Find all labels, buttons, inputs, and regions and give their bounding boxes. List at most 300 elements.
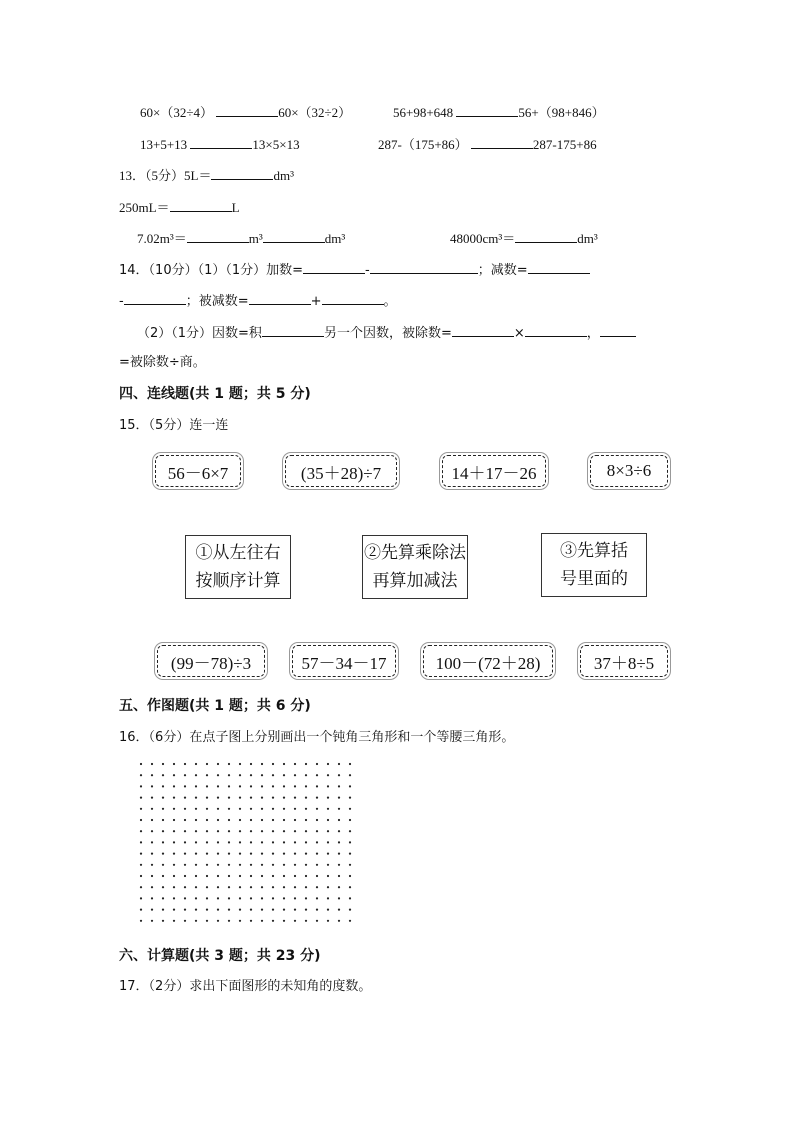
unit-label: dm³ — [273, 168, 294, 183]
answer-blank[interactable] — [456, 104, 518, 117]
section-title: 六、计算题(共 3 题；共 23 分) — [119, 948, 321, 964]
grid-dot — [162, 785, 164, 787]
answer-blank[interactable] — [170, 199, 232, 212]
grid-dot — [305, 808, 307, 810]
q14-line2 — [119, 292, 397, 310]
grid-dot — [316, 875, 318, 877]
grid-dot — [327, 864, 329, 866]
grid-dot — [305, 763, 307, 765]
grid-dot — [184, 864, 186, 866]
grid-dot — [272, 920, 274, 922]
grid-dot — [338, 763, 340, 765]
expression-box[interactable]: (99－78)÷3 — [157, 645, 265, 677]
grid-dot — [239, 785, 241, 787]
answer-blank[interactable] — [211, 167, 273, 180]
q17-header: 17．（2分）求出下面图形的未知角的度数。 — [119, 979, 372, 994]
grid-dot — [217, 897, 219, 899]
grid-dot — [305, 897, 307, 899]
grid-dot — [261, 808, 263, 810]
rule-line: ③先算括 — [560, 541, 628, 561]
grid-dot — [294, 875, 296, 877]
grid-dot — [349, 864, 351, 866]
grid-dot — [195, 909, 197, 911]
grid-dot — [338, 841, 340, 843]
answer-blank[interactable] — [525, 324, 587, 337]
grid-dot — [173, 785, 175, 787]
grid-dot — [349, 808, 351, 810]
question-text: 48000cm³＝ — [450, 231, 516, 246]
grid-dot — [140, 853, 142, 855]
q13-line1 — [119, 167, 294, 184]
grid-dot — [140, 763, 142, 765]
grid-dot — [151, 897, 153, 899]
grid-dot — [162, 763, 164, 765]
answer-blank[interactable] — [452, 324, 514, 337]
grid-dot — [272, 819, 274, 821]
grid-dot — [283, 808, 285, 810]
rule-line: ①从左往右 — [195, 543, 281, 563]
grid-dot — [316, 886, 318, 888]
grid-dot — [184, 763, 186, 765]
grid-dot — [349, 886, 351, 888]
grid-dot — [206, 920, 208, 922]
grid-dot — [162, 808, 164, 810]
grid-dot — [250, 853, 252, 855]
grid-dot — [151, 808, 153, 810]
grid-dot — [184, 774, 186, 776]
answer-blank[interactable] — [600, 324, 636, 337]
grid-dot — [239, 864, 241, 866]
grid-dot — [294, 853, 296, 855]
grid-dot — [173, 886, 175, 888]
grid-dot — [261, 875, 263, 877]
grid-dot — [250, 774, 252, 776]
grid-dot — [305, 797, 307, 799]
grid-dot — [349, 774, 351, 776]
grid-dot — [305, 819, 307, 821]
grid-dot — [261, 785, 263, 787]
grid-dot — [206, 797, 208, 799]
grid-dot — [184, 920, 186, 922]
grid-dot — [173, 819, 175, 821]
grid-dot — [250, 785, 252, 787]
grid-dot — [283, 819, 285, 821]
grid-dot — [338, 808, 340, 810]
grid-dot — [349, 920, 351, 922]
grid-dot — [206, 897, 208, 899]
grid-dot — [151, 763, 153, 765]
grid-dot — [173, 830, 175, 832]
grid-dot — [272, 785, 274, 787]
grid-dot — [327, 808, 329, 810]
grid-dot — [140, 797, 142, 799]
grid-dot — [305, 853, 307, 855]
answer-blank[interactable] — [124, 292, 186, 305]
grid-dot — [261, 909, 263, 911]
grid-dot — [250, 841, 252, 843]
grid-dot — [162, 774, 164, 776]
grid-dot — [162, 875, 164, 877]
grid-dot — [305, 920, 307, 922]
grid-dot — [261, 897, 263, 899]
answer-blank[interactable] — [190, 136, 252, 149]
grid-dot — [206, 785, 208, 787]
grid-dot — [206, 830, 208, 832]
expression-box[interactable]: 8×3÷6 — [590, 455, 668, 487]
grid-dot — [228, 763, 230, 765]
grid-dot — [217, 875, 219, 877]
grid-dot — [261, 819, 263, 821]
answer-blank[interactable] — [528, 261, 590, 274]
expression-box[interactable]: (35＋28)÷7 — [285, 455, 397, 487]
grid-dot — [272, 797, 274, 799]
grid-dot — [228, 909, 230, 911]
grid-dot — [195, 774, 197, 776]
grid-dot — [316, 920, 318, 922]
grid-dot — [173, 774, 175, 776]
grid-dot — [294, 909, 296, 911]
grid-dot — [327, 830, 329, 832]
grid-dot — [272, 875, 274, 877]
rule-line: 再算加减法 — [372, 571, 458, 591]
grid-dot — [261, 797, 263, 799]
grid-dot — [184, 808, 186, 810]
grid-dot — [272, 830, 274, 832]
unit-label: dm³ — [324, 231, 346, 246]
grid-dot — [239, 830, 241, 832]
grid-dot — [316, 841, 318, 843]
answer-blank[interactable] — [263, 230, 325, 243]
rule-line: 按顺序计算 — [195, 571, 281, 591]
rule-line: ②先算乘除法 — [364, 543, 466, 563]
question-text: =被除数÷商。 — [119, 355, 206, 370]
answer-blank[interactable] — [303, 261, 365, 274]
grid-dot — [283, 897, 285, 899]
grid-dot — [327, 785, 329, 787]
grid-dot — [316, 785, 318, 787]
grid-dot — [140, 808, 142, 810]
grid-dot — [184, 909, 186, 911]
q12-expr: 56+（98+846） — [518, 105, 605, 120]
grid-dot — [228, 808, 230, 810]
grid-dot — [140, 875, 142, 877]
grid-dot — [239, 819, 241, 821]
grid-dot — [228, 875, 230, 877]
grid-dot — [261, 853, 263, 855]
grid-dot — [195, 819, 197, 821]
grid-dot — [217, 785, 219, 787]
q14-line4 — [119, 355, 206, 371]
grid-dot — [151, 920, 153, 922]
q12-expr: 56+98+648 — [393, 105, 454, 120]
grid-dot — [283, 797, 285, 799]
q13-line3 — [137, 230, 345, 247]
grid-dot — [272, 864, 274, 866]
grid-dot — [140, 909, 142, 911]
grid-dot — [283, 886, 285, 888]
grid-dot — [162, 886, 164, 888]
grid-dot — [228, 830, 230, 832]
grid-dot — [349, 897, 351, 899]
expression-box[interactable]: 14＋17－26 — [442, 455, 546, 487]
grid-dot — [140, 841, 142, 843]
grid-dot — [162, 864, 164, 866]
grid-dot — [217, 853, 219, 855]
grid-dot — [327, 909, 329, 911]
q13-line3b — [450, 230, 598, 247]
grid-dot — [151, 909, 153, 911]
grid-dot — [239, 797, 241, 799]
grid-dot — [195, 875, 197, 877]
comma: ， — [586, 326, 600, 341]
grid-dot — [162, 830, 164, 832]
question-text: ；被减数= — [185, 294, 249, 309]
grid-dot — [349, 763, 351, 765]
grid-dot — [305, 830, 307, 832]
grid-dot — [239, 841, 241, 843]
q12-row2-left — [140, 136, 300, 153]
q14-line1 — [119, 261, 590, 279]
grid-dot — [151, 875, 153, 877]
grid-dot — [250, 864, 252, 866]
grid-dot — [349, 909, 351, 911]
grid-dot — [272, 808, 274, 810]
grid-dot — [195, 785, 197, 787]
answer-blank[interactable] — [515, 230, 577, 243]
grid-dot — [327, 797, 329, 799]
grid-dot — [228, 841, 230, 843]
grid-dot — [239, 808, 241, 810]
grid-dot — [250, 909, 252, 911]
grid-dot — [327, 819, 329, 821]
grid-dot — [250, 897, 252, 899]
grid-dot — [140, 864, 142, 866]
grid-dot — [261, 774, 263, 776]
grid-dot — [217, 909, 219, 911]
grid-dot — [338, 875, 340, 877]
period: 。 — [383, 294, 397, 309]
unit-label: L — [231, 200, 240, 215]
grid-dot — [327, 853, 329, 855]
grid-dot — [206, 875, 208, 877]
grid-dot — [173, 808, 175, 810]
answer-blank[interactable] — [322, 292, 384, 305]
grid-dot — [349, 841, 351, 843]
grid-dot — [184, 853, 186, 855]
grid-dot — [283, 875, 285, 877]
expression-box[interactable]: 37＋8÷5 — [580, 645, 668, 677]
grid-dot — [349, 830, 351, 832]
grid-dot — [316, 830, 318, 832]
grid-dot — [349, 875, 351, 877]
grid-dot — [140, 774, 142, 776]
grid-dot — [250, 920, 252, 922]
grid-dot — [316, 897, 318, 899]
grid-dot — [206, 819, 208, 821]
grid-dot — [151, 785, 153, 787]
grid-dot — [228, 864, 230, 866]
grid-dot — [261, 886, 263, 888]
grid-dot — [294, 886, 296, 888]
grid-dot — [294, 763, 296, 765]
grid-dot — [316, 808, 318, 810]
grid-dot — [272, 897, 274, 899]
grid-dot — [327, 763, 329, 765]
rule-box[interactable] — [362, 535, 468, 599]
grid-dot — [206, 853, 208, 855]
grid-dot — [140, 830, 142, 832]
grid-dot — [195, 808, 197, 810]
question-text: 13．（5分）5L＝ — [119, 168, 212, 183]
grid-dot — [217, 830, 219, 832]
grid-dot — [228, 797, 230, 799]
grid-dot — [316, 763, 318, 765]
grid-dot — [327, 841, 329, 843]
grid-dot — [239, 875, 241, 877]
dot-grid[interactable] — [138, 760, 358, 930]
grid-dot — [217, 763, 219, 765]
grid-dot — [239, 886, 241, 888]
grid-dot — [173, 897, 175, 899]
grid-dot — [305, 909, 307, 911]
q13-line2 — [119, 199, 240, 216]
grid-dot — [228, 897, 230, 899]
grid-dot — [217, 797, 219, 799]
grid-dot — [228, 785, 230, 787]
grid-dot — [272, 841, 274, 843]
section-title: 四、连线题(共 1 题；共 5 分) — [119, 386, 311, 402]
grid-dot — [294, 785, 296, 787]
expression-box[interactable]: 100－(72＋28) — [423, 645, 553, 677]
unit-label: m³ — [248, 231, 263, 246]
grid-dot — [305, 841, 307, 843]
grid-dot — [261, 864, 263, 866]
grid-dot — [261, 841, 263, 843]
grid-dot — [327, 920, 329, 922]
answer-blank[interactable] — [262, 324, 324, 337]
q12-row1-left — [140, 104, 351, 121]
grid-dot — [239, 909, 241, 911]
grid-dot — [327, 897, 329, 899]
grid-dot — [338, 774, 340, 776]
grid-dot — [338, 853, 340, 855]
grid-dot — [217, 774, 219, 776]
grid-dot — [250, 875, 252, 877]
grid-dot — [250, 830, 252, 832]
rule-box[interactable] — [541, 533, 647, 597]
grid-dot — [239, 897, 241, 899]
grid-dot — [349, 853, 351, 855]
q12-expr: 13+5+13 — [140, 137, 188, 152]
answer-blank[interactable] — [216, 104, 278, 117]
grid-dot — [283, 864, 285, 866]
rule-box[interactable] — [185, 535, 291, 599]
q12-expr: 60×（32÷2） — [278, 105, 352, 120]
grid-dot — [349, 819, 351, 821]
grid-dot — [206, 886, 208, 888]
grid-dot — [283, 853, 285, 855]
grid-dot — [195, 853, 197, 855]
grid-dot — [195, 897, 197, 899]
grid-dot — [206, 763, 208, 765]
grid-dot — [184, 841, 186, 843]
grid-dot — [151, 819, 153, 821]
grid-dot — [217, 864, 219, 866]
grid-dot — [338, 830, 340, 832]
question-text: 7.02m³＝ — [137, 231, 187, 246]
grid-dot — [349, 797, 351, 799]
unit-label: dm³ — [577, 231, 598, 246]
grid-dot — [283, 785, 285, 787]
grid-dot — [162, 841, 164, 843]
grid-dot — [294, 830, 296, 832]
grid-dot — [151, 830, 153, 832]
grid-dot — [140, 819, 142, 821]
grid-dot — [305, 875, 307, 877]
grid-dot — [316, 864, 318, 866]
grid-dot — [140, 886, 142, 888]
grid-dot — [151, 774, 153, 776]
answer-blank[interactable] — [471, 136, 533, 149]
grid-dot — [184, 830, 186, 832]
grid-dot — [195, 841, 197, 843]
grid-dot — [316, 797, 318, 799]
q15-header: 15．（5分）连一连 — [119, 418, 229, 433]
grid-dot — [195, 920, 197, 922]
section-title: 五、作图题(共 1 题；共 6 分) — [119, 698, 311, 714]
grid-dot — [173, 763, 175, 765]
q16-header: 16．（6分）在点子图上分别画出一个钝角三角形和一个等腰三角形。 — [119, 730, 515, 745]
grid-dot — [228, 886, 230, 888]
grid-dot — [294, 897, 296, 899]
answer-blank[interactable] — [187, 230, 249, 243]
expression-box[interactable]: 56－6×7 — [155, 455, 241, 487]
grid-dot — [294, 797, 296, 799]
grid-dot — [327, 875, 329, 877]
grid-dot — [151, 797, 153, 799]
grid-dot — [173, 797, 175, 799]
grid-dot — [173, 875, 175, 877]
grid-dot — [294, 819, 296, 821]
grid-dot — [195, 864, 197, 866]
answer-blank[interactable] — [370, 261, 478, 274]
grid-dot — [162, 909, 164, 911]
grid-dot — [162, 897, 164, 899]
grid-dot — [195, 886, 197, 888]
grid-dot — [184, 886, 186, 888]
rule-line: 号里面的 — [560, 569, 628, 589]
grid-dot — [283, 909, 285, 911]
q12-row1-right — [393, 104, 605, 121]
expression-box[interactable]: 57－34－17 — [292, 645, 396, 677]
grid-dot — [283, 830, 285, 832]
grid-dot — [206, 841, 208, 843]
grid-dot — [140, 920, 142, 922]
grid-dot — [206, 808, 208, 810]
grid-dot — [272, 886, 274, 888]
q12-row2-right — [378, 136, 597, 153]
grid-dot — [250, 763, 252, 765]
grid-dot — [195, 797, 197, 799]
question-text: ；减数= — [477, 263, 528, 278]
grid-dot — [173, 853, 175, 855]
grid-dot — [162, 853, 164, 855]
answer-blank[interactable] — [249, 292, 311, 305]
grid-dot — [327, 886, 329, 888]
question-text: 14．（10分）（1）（1分）加数= — [119, 263, 304, 278]
grid-dot — [173, 920, 175, 922]
grid-dot — [228, 853, 230, 855]
